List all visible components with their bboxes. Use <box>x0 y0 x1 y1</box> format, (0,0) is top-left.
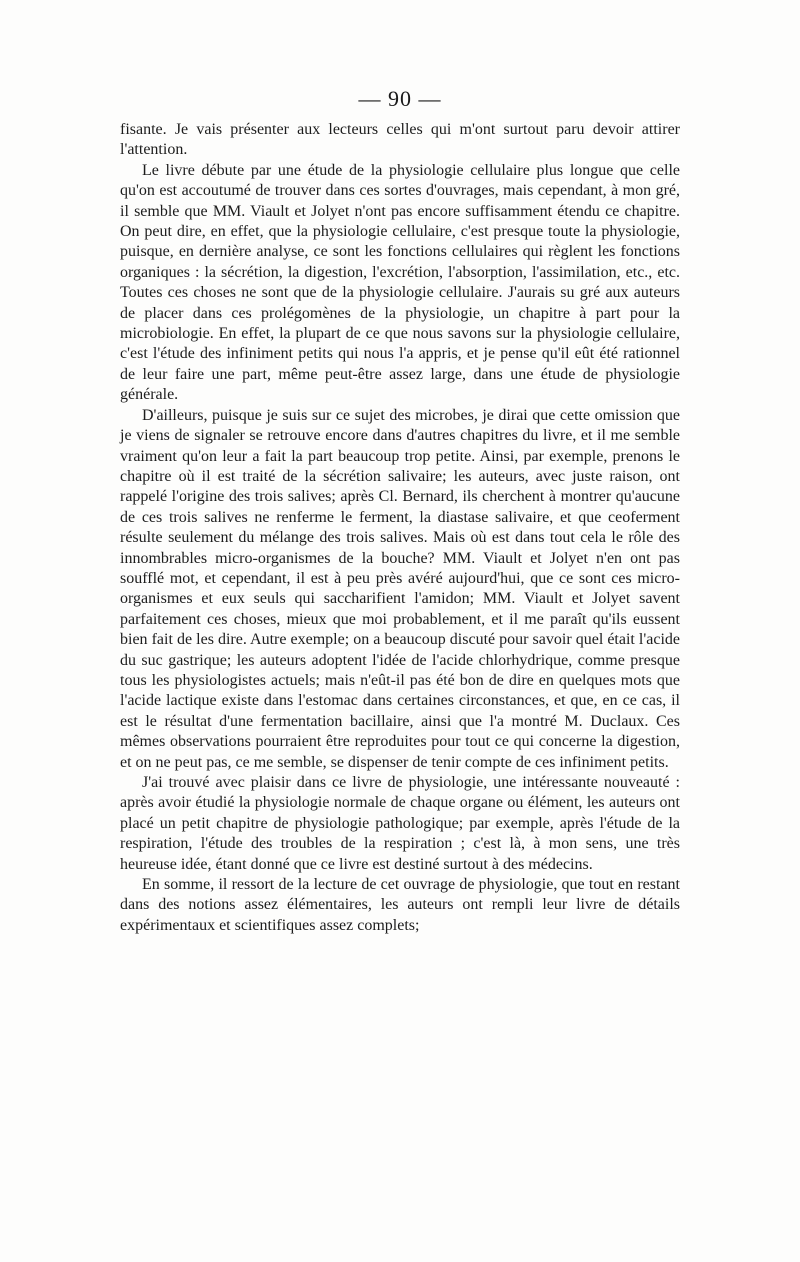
paragraph-1: fisante. Je vais présenter aux lecteurs celles qui m'ont surtout paru devoir attirer l'attention. <box>120 121 680 159</box>
paragraph-5: En somme, il ressort de la lecture de cet ouvrage de physiologie, que tout en restant dans des notions assez élémentaires, les auteurs ont rempli leur livre de détails expérimentaux et scientifiques assez complets; <box>120 876 680 934</box>
paragraph-2: Le livre débute par une étude de la physiologie cellulaire plus longue que celle qu'on est accoutumé de trouver dans ces sortes d'ouvrages, mais cependant, à mon gré, il semble que MM. Viault et Jolyet n'ont pas encore suffisamment étendu ce chapitre. On peut dire, en effet, que la physiologie cellulaire, c'est presque toute la physiologie, puisque, en dernière analyse, ce sont les fonctions cellulaires qui règlent les fonctions organiques : la sécrétion, la digestion, l'excrétion, l'absorption, l'assimilation, etc., etc. Toutes ces choses ne sont que de la physiologie cellulaire. J'aurais su gré aux auteurs de placer dans ces prolégomènes de la physiologie, un chapitre à part pour la microbiologie. En effet, la plupart de ce que nous savons sur la physiologie cellulaire, c'est l'étude des infiniment petits qui nous l'a appris, et je pense qu'il eût été rationnel de leur faire une part, même peut-être assez large, dans une étude de physiologie générale. <box>120 161 680 404</box>
paragraph-4: J'ai trouvé avec plaisir dans ce livre de physiologie, une intéressante nouveauté : après avoir étudié la physiologie normale de chaque organe ou élément, les auteurs ont placé un petit chapitre de physiologie pathologique; par exemple, après l'étude de la respiration, l'étude des troubles de la respiration ; c'est là, à mon sens, une très heureuse idée, étant donné que ce livre est destiné surtout à des médecins. <box>120 774 680 873</box>
body-text <box>120 120 680 936</box>
page-number: — 90 — <box>358 86 442 111</box>
paragraph-3: D'ailleurs, puisque je suis sur ce sujet des microbes, je dirai que cette omission que je viens de signaler se retrouve encore dans d'autres chapitres du livre, et il me semble vraiment qu'on leur a fait la part beaucoup trop petite. Ainsi, par exemple, prenons le chapitre où il est traité de la sécrétion salivaire; les auteurs, avec juste raison, ont rappelé l'origine des trois salives; après Cl. Bernard, ils cherchent à montrer qu'aucune de ces trois salives ne renferme le ferment, la diastase salivaire, et que ceoferment résulte seulement du mélange des trois salives. Mais où est dans tout cela le rôle des innombrables micro-organismes de la bouche? MM. Viault et Jolyet n'en ont pas soufflé mot, et cependant, il est à peu près avéré aujourd'hui, que ce sont ces micro-organismes et eux seuls qui saccharifient l'amidon; MM. Viault et Jolyet savent parfaitement ces choses, mieux que moi probablement, et il me paraît qu'ils eussent bien fait de les dire. Autre exemple; on a beaucoup discuté pour savoir quel était l'acide du suc gastrique; les auteurs adoptent l'idée de l'acide chlorhydrique, comme presque tous les physiologistes actuels; mais n'eût-il pas été bon de dire en quelques mots que l'acide lactique existe dans l'estomac dans certaines circonstances, et que, en ce cas, il est le résultat d'une fermentation bacillaire, ainsi que l'a montré M. Duclaux. Ces mêmes observations pourraient être reproduites pour tout ce qui concerne la digestion, et on ne peut pas, ce me semble, se dispenser de tenir compte de ces infiniment petits. <box>120 406 680 771</box>
